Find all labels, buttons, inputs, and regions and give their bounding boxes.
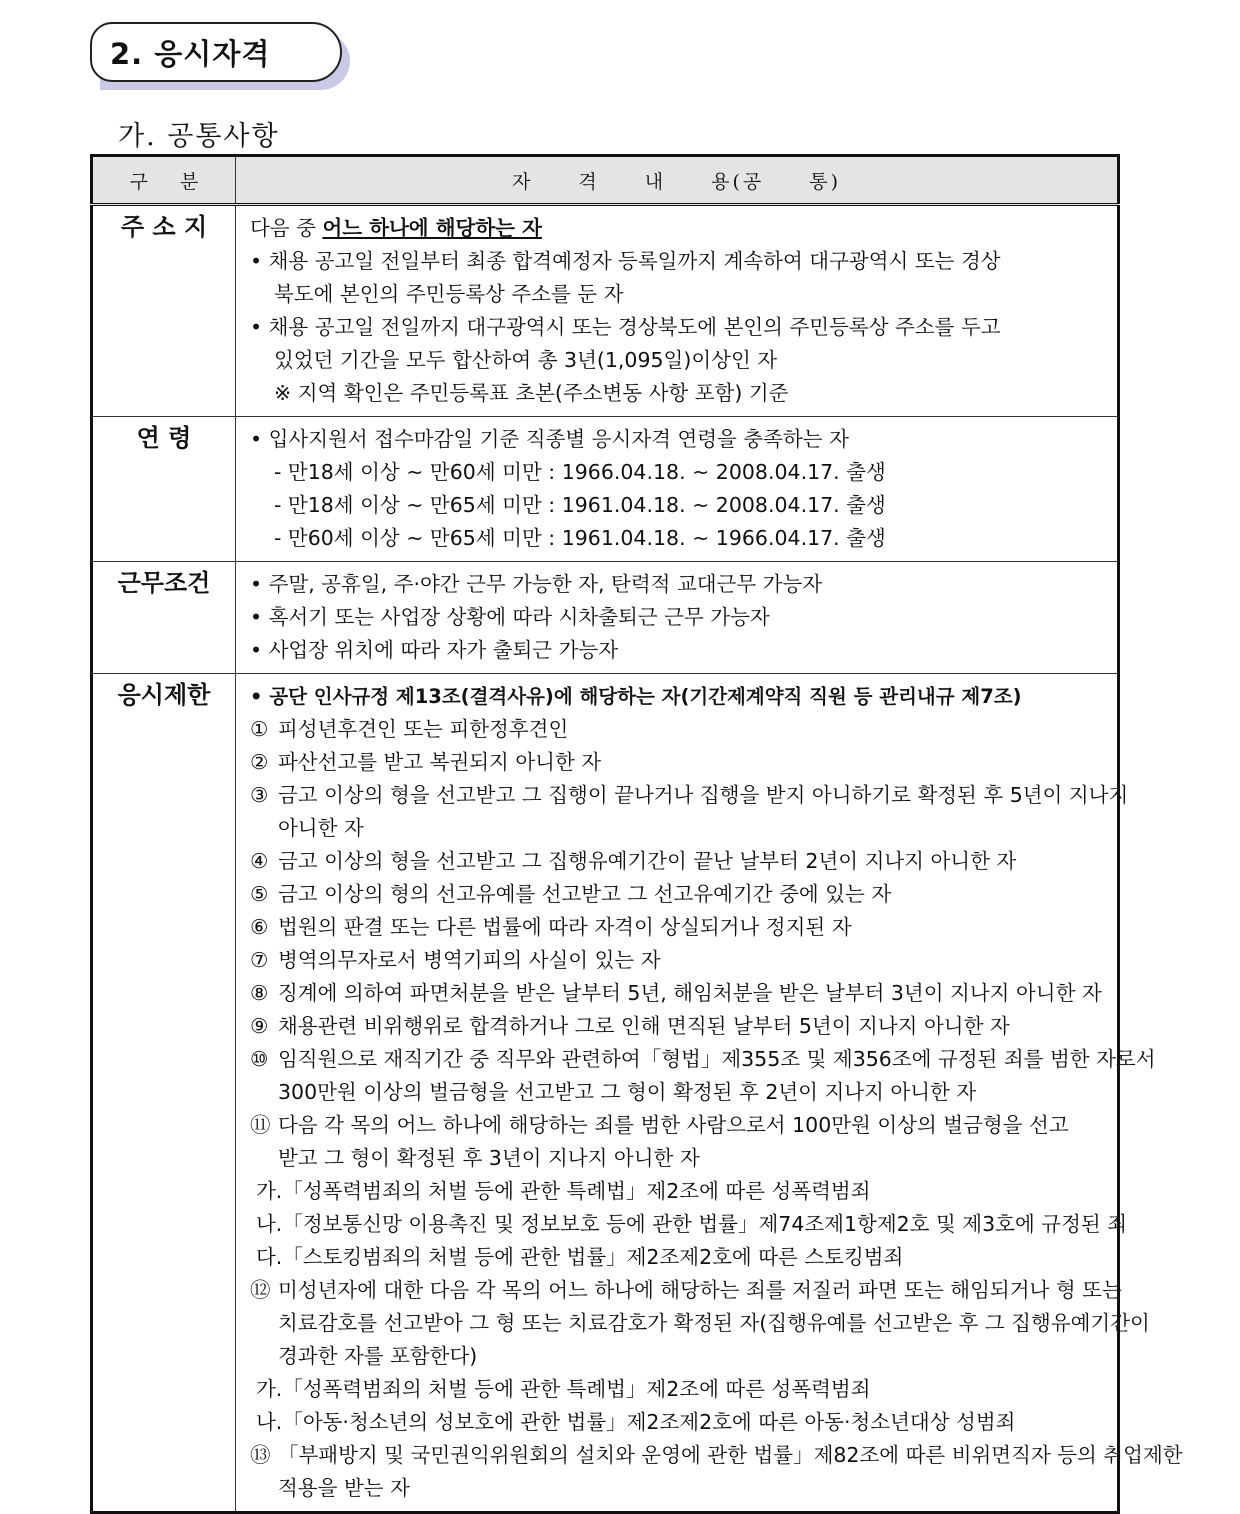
row-address [92, 205, 1119, 417]
row-age [92, 417, 1119, 562]
age-range: - 만18세 이상 ~ 만65세 미만 : 1961.04.18. ~ 2008.04.17. 출생 [274, 493, 886, 517]
age-line: • 입사지원서 접수마감일 기준 직종별 응시자격 연령을 충족하는 자 [250, 423, 1105, 456]
sub-list-item: 다.「스토킹범죄의 처벌 등에 관한 법률」제2조제2호에 따른 스토킹범죄 [256, 1245, 904, 1269]
restrict-item-cont: 받고 그 형이 확정된 후 3년이 지나지 아니한 자 [278, 1146, 700, 1170]
restrict-item: ⑨ 채용관련 비위행위로 합격하거나 그로 인해 면직된 날부터 5년이 지나지 아니한 자 [250, 1014, 1010, 1038]
restrict-item: ⑦ 병역의무자로서 병역기피의 사실이 있는 자 [250, 948, 661, 972]
work-content [236, 562, 1119, 674]
restrict-item: ⑧ 징계에 의하여 파면처분을 받은 날부터 5년, 해임처분을 받은 날부터 3년이 지나지 아니한 자 [250, 981, 1102, 1005]
restrict-item-cont: 300만원 이상의 벌금형을 선고받고 그 형이 확정된 후 2년이 지나지 아니한 자 [278, 1080, 977, 1104]
age-content [236, 417, 1119, 562]
address-line: 북도에 본인의 주민등록상 주소를 둔 자 [274, 282, 624, 306]
restrict-item: ⑩ 임직원으로 재직기간 중 직무와 관련하여「형법」제355조 및 제356조에 규정된 죄를 범한 자로서 [250, 1047, 1156, 1071]
qualification-table [90, 154, 1183, 1514]
sub-list-11 [250, 1175, 1127, 1274]
sub-list-item: 가.「성폭력범죄의 처벌 등에 관한 특례법」제2조에 따른 성폭력범죄 [256, 1377, 871, 1401]
subheading: 가. 공통사항 [118, 121, 280, 152]
address-line: • 채용 공고일 전일부터 최종 합격예정자 등록일까지 계속하여 대구광역시 또는 경상 [250, 245, 1105, 278]
sub-list-item: 나.「정보통신망 이용촉진 및 정보보호 등에 관한 법률」제74조제1항제2호 및 제3호에 규정된 죄 [256, 1212, 1127, 1236]
section-tab-box [90, 22, 342, 82]
work-line: • 주말, 공휴일, 주·야간 근무 가능한 자, 탄력적 교대근무 가능자 [250, 568, 1105, 601]
restrict-item: ① 피성년후견인 또는 피한정후견인 [250, 717, 569, 741]
header-content: 자 격 내 용(공 통) [236, 156, 1119, 205]
header-category: 구 분 [92, 156, 236, 205]
restrict-item-13-cont: 적용을 받는 자 [278, 1476, 410, 1500]
row-restrict [92, 674, 1119, 1513]
address-intro: 다음 중 어느 하나에 해당하는 자 [250, 216, 542, 240]
restrict-item: ⑪ 다음 각 목의 어느 하나에 해당하는 죄를 범한 사람으로서 100만원 이상의 벌금형을 선고 [250, 1113, 1069, 1137]
address-line: 있었던 기간을 모두 합산하여 총 3년(1,095일)이상인 자 [274, 348, 778, 372]
age-range: - 만18세 이상 ~ 만60세 미만 : 1966.04.18. ~ 2008.04.17. 출생 [274, 460, 886, 484]
restrict-item-13: ⑬ 「부패방지 및 국민권익위원회의 설치와 운영에 관한 법률」제82조에 따른 비위면직자 등의 취업제한 [250, 1443, 1183, 1467]
restrict-item: ③ 금고 이상의 형을 선고받고 그 집행이 끝나거나 집행을 받지 아니하기로 확정된 후 5년이 지나지 [250, 783, 1129, 807]
row-work [92, 562, 1119, 674]
restrict-item-cont: 아니한 자 [278, 816, 364, 840]
restrict-item-12: ⑫ 미성년자에 대한 다음 각 목의 어느 하나에 해당하는 죄를 저질러 파면 또는 해임되거나 형 또는 [250, 1278, 1122, 1302]
sub-list-item: 나.「아동·청소년의 성보호에 관한 법률」제2조제2호에 따른 아동·청소년대상 성범죄 [256, 1410, 1016, 1434]
section-title: 2. 응시자격 [110, 37, 271, 71]
sub-list-item: 가.「성폭력범죄의 처벌 등에 관한 특례법」제2조에 따른 성폭력범죄 [256, 1179, 871, 1203]
work-line: • 사업장 위치에 따라 자가 출퇴근 가능자 [250, 634, 1105, 667]
address-note: ※ 지역 확인은 주민등록표 초본(주소변동 사항 포함) 기준 [274, 381, 789, 405]
restrict-heading: • 공단 인사규정 제13조(결격사유)에 해당하는 자(기간제계약직 직원 등 관리내규 제7조) [250, 680, 1105, 713]
restrict-item: ② 파산선고를 받고 복권되지 아니한 자 [250, 750, 602, 774]
restrict-item-12-cont: 경과한 자를 포함한다) [278, 1344, 478, 1368]
restrict-item-12-cont: 치료감호를 선고받아 그 형 또는 치료감호가 확정된 자(집행유예를 선고받은 후 그 집행유예기간이 [278, 1311, 1150, 1335]
age-category: 연 령 [92, 417, 236, 562]
restrict-items [250, 713, 1156, 1175]
age-range: - 만60세 이상 ~ 만65세 미만 : 1961.04.18. ~ 1966.04.17. 출생 [274, 526, 886, 550]
section-tab [90, 22, 340, 80]
address-category: 주 소 지 [92, 205, 236, 417]
work-category: 근무조건 [92, 562, 236, 674]
restrict-item: ⑥ 법원의 판결 또는 다른 법률에 따라 자격이 상실되거나 정지된 자 [250, 915, 852, 939]
address-intro-emphasis: 어느 하나에 해당하는 자 [322, 216, 542, 240]
address-line: • 채용 공고일 전일까지 대구광역시 또는 경상북도에 본인의 주민등록상 주소를 두고 [250, 311, 1105, 344]
restrict-item: ④ 금고 이상의 형을 선고받고 그 집행유예기간이 끝난 날부터 2년이 지나지 아니한 자 [250, 849, 1017, 873]
sub-list-12 [250, 1373, 1105, 1439]
address-content [236, 205, 1119, 417]
restrict-category: 응시제한 [92, 674, 236, 1513]
table-header-row [92, 156, 1119, 205]
restrict-content [236, 674, 1183, 1513]
restrict-item: ⑤ 금고 이상의 형의 선고유예를 선고받고 그 선고유예기간 중에 있는 자 [250, 882, 892, 906]
work-line: • 혹서기 또는 사업장 상황에 따라 시차출퇴근 근무 가능자 [250, 601, 1105, 634]
